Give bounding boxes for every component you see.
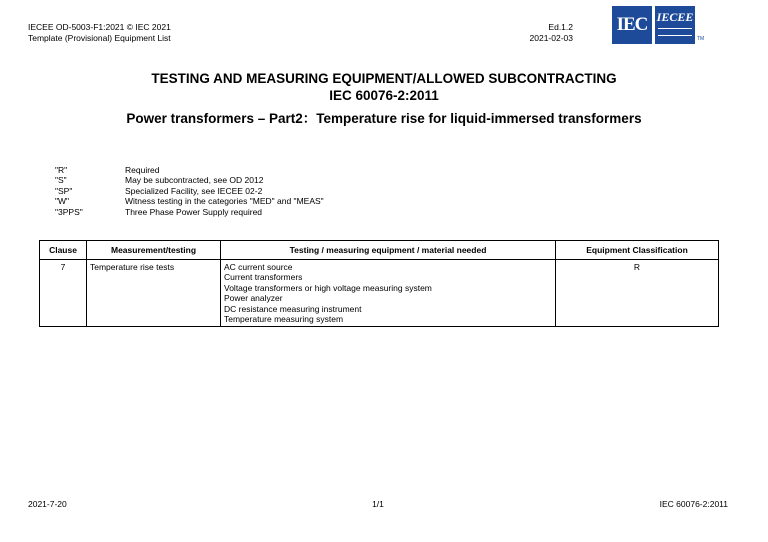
table-row [40,260,719,327]
title-line-1: TESTING AND MEASURING EQUIPMENT/ALLOWED SUBCONTRACTING [151,71,617,86]
logos [612,6,708,46]
header-left [28,22,171,44]
legend-row [55,175,324,185]
legend [55,165,324,217]
header-right [505,22,573,44]
equipment-table [39,240,719,327]
doc-subtitle: Template (Provisional) Equipment List [28,33,171,43]
header-date: 2021-02-03 [529,33,573,43]
equipment-item: Voltage transformers or high voltage measuring system [224,282,432,293]
legend-code: "SP" [55,185,73,196]
footer-date: 2021-7-20 [28,499,67,509]
doc-id: IECEE OD-5003-F1:2021 © IEC 2021 [28,22,171,32]
equipment-item: Power analyzer [224,293,283,304]
legend-row [55,186,324,196]
trademark-mark: TM [697,36,705,42]
legend-code: "R" [55,165,68,175]
legend-desc: Required [125,165,160,175]
cell-classification: R [556,260,719,327]
table-header-row [40,241,719,260]
iecee-logo: IECEE [655,6,695,44]
legend-code: "3PPS" [55,206,83,217]
legend-code: "W" [55,196,70,207]
legend-desc: Three Phase Power Supply required [125,206,263,217]
equipment-item: Temperature measuring system [224,314,344,325]
title-line-3: Power transformers – Part2：Temperature rise for liquid-immersed transformers [126,111,642,126]
title-line-2: IEC 60076-2:2011 [329,88,439,103]
col-header-clause: Clause [40,241,87,260]
equipment-item: DC resistance measuring instrument [224,303,362,314]
legend-row [55,196,324,206]
cell-clause: 7 [40,260,87,327]
footer-page: 1/1 [372,499,384,509]
legend-desc: Specialized Facility, see IECEE 02-2 [125,185,263,196]
col-header-classification: Equipment Classification [556,241,719,260]
legend-desc: Witness testing in the categories "MED" and "MEAS" [125,196,324,207]
col-header-equipment: Testing / measuring equipment / material needed [221,241,556,260]
col-header-measurement: Measurement/testing [87,241,221,260]
cell-equipment [221,260,556,327]
legend-code: "S" [55,175,67,186]
legend-row [55,207,324,217]
equipment-item: Current transformers [224,272,303,283]
footer-standard: IEC 60076-2:2011 [659,499,728,509]
cell-measurement: Temperature rise tests [87,260,221,327]
equipment-item: AC current source [224,262,293,272]
iec-logo: IEC [612,6,652,44]
legend-desc: May be subcontracted, see OD 2012 [125,175,264,186]
edition: Ed.1.2 [548,22,573,32]
legend-row [55,165,324,175]
